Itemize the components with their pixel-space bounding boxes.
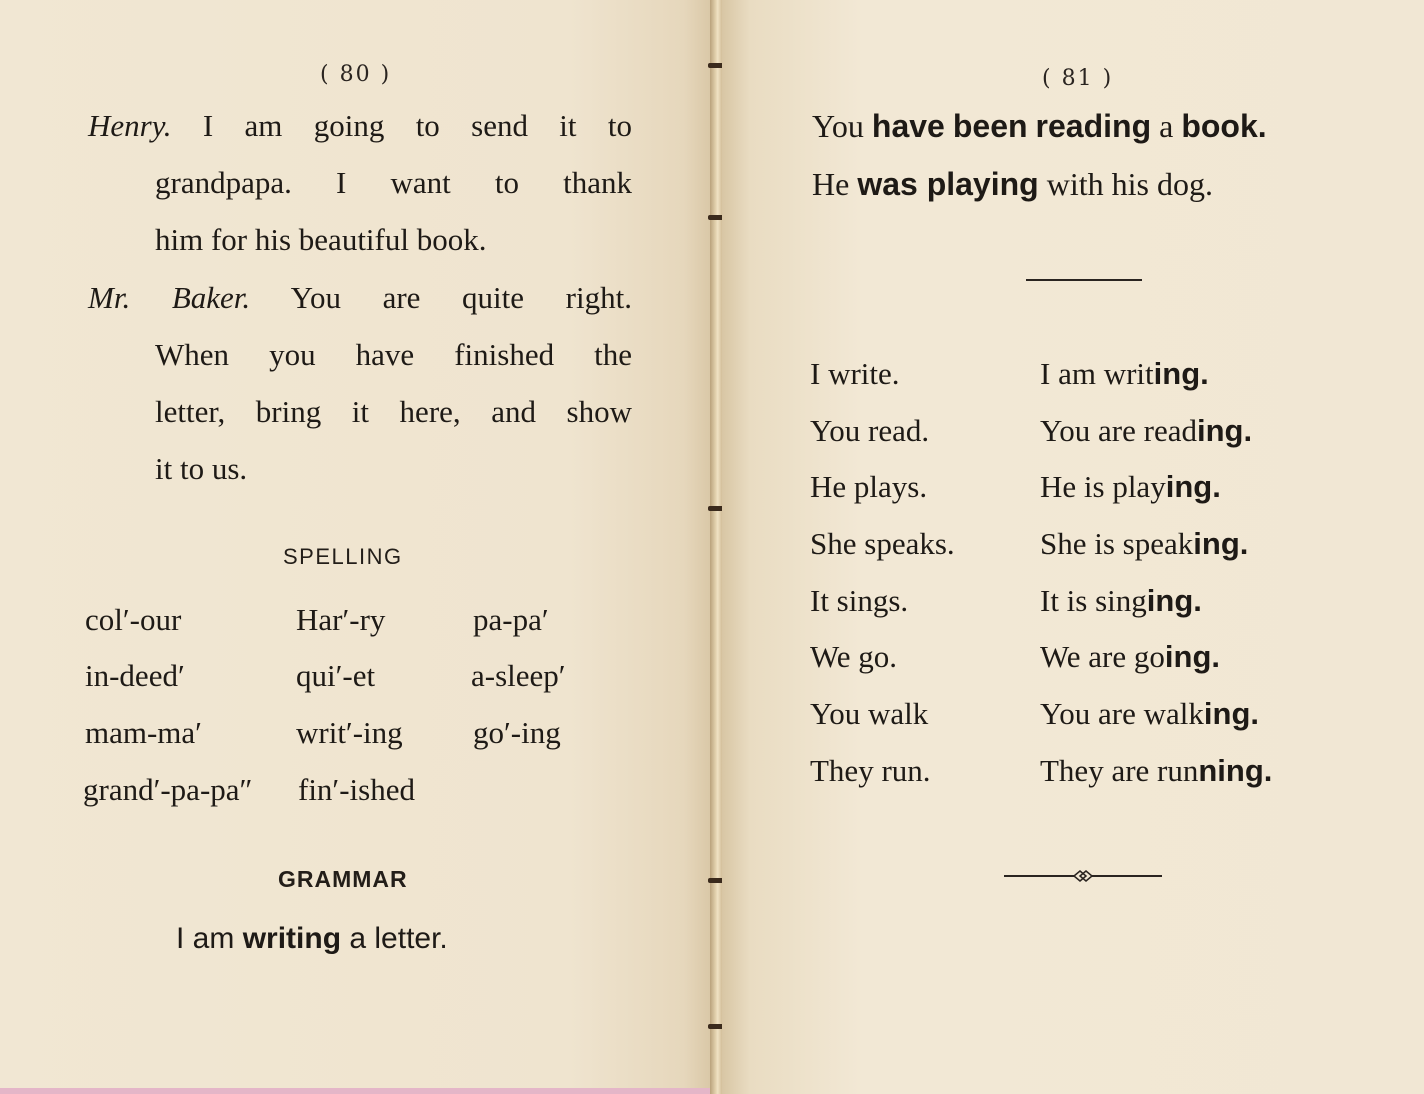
progressive-ending: ing. [1196,413,1253,448]
progressive-stem: You are read [1040,413,1197,448]
grammar-plain: I am [176,922,235,955]
spelling-word: grand′-pa-pa″ [83,772,253,807]
progressive-ending: ing. [1153,356,1209,391]
progressive-stem: It is sing [1040,583,1147,618]
spelling-word: in-deed′ [85,658,185,693]
spelling-word: qui′-et [296,658,376,693]
spelling-word: Har′-ry [296,602,386,637]
simple-form: She speaks. [810,526,955,561]
dialogue-line: letter, bring it here, and show [155,394,632,429]
spelling-word: fin′-ished [298,772,415,807]
simple-form: He plays. [810,469,928,504]
progressive-stem: They are run [1040,753,1199,788]
progressive-form [1040,753,1272,789]
speaker-henry: Henry. [88,108,172,143]
progressive-stem: He is play [1040,469,1166,504]
spelling-heading: SPELLING [283,544,403,569]
grammar-example [176,922,448,956]
page-number-left: ( 80 ) [320,62,392,87]
page-number-right: ( 81 ) [1042,66,1114,91]
progressive-form [1040,356,1209,392]
dialogue-line: him for his beautiful book. [155,222,487,257]
bold-word: book. [1181,108,1267,144]
progressive-stem: You are walk [1040,696,1204,731]
spelling-word: pa-pa′ [473,602,549,637]
plain-word: a [1159,108,1174,144]
progressive-form [1040,583,1202,619]
grammar-heading: GRAMMAR [278,866,408,892]
progressive-stem: She is speak [1040,526,1194,561]
simple-form: It sings. [810,583,909,618]
dialogue-line [88,108,632,144]
spelling-word: col′-our [85,602,182,637]
plain-word: He [812,166,850,202]
progressive-ending: ing. [1193,526,1249,561]
simple-form: I write. [810,356,900,391]
plain-word: with his dog. [1046,166,1213,202]
bold-word: was playing [857,166,1039,202]
spelling-word: go′-ing [473,715,561,750]
dialogue-line: grandpapa. I want to thank [155,165,632,200]
dialogue-text: You are quite right. [290,280,632,315]
progressive-form [1040,696,1259,732]
dialogue-text: I am going to send it to [202,108,632,143]
right-page [722,0,1424,1094]
spelling-word: a-sleep′ [471,658,566,693]
dialogue-line: it to us. [155,451,248,486]
progressive-form [1040,639,1220,675]
dialogue-line: When you have finished the [155,337,632,372]
progressive-ending: ing. [1165,469,1221,504]
simple-form: They run. [810,753,931,788]
example-sentence [812,108,1267,145]
simple-form: You read. [810,413,930,448]
bold-word: been [952,108,1028,144]
progressive-stem: We are go [1040,639,1165,674]
grammar-plain: a letter. [349,922,448,955]
section-rule [1026,279,1142,281]
simple-form: We go. [810,639,898,674]
spelling-word: writ′-ing [296,715,403,750]
progressive-form [1040,413,1252,449]
simple-form: You walk [810,696,929,731]
ornament-rule-icon [1002,866,1164,886]
example-sentence [812,166,1213,203]
bold-word: reading [1035,108,1152,144]
progressive-stem: I am writ [1040,356,1154,391]
dialogue-line [88,280,632,316]
plain-word: You [812,108,864,144]
progressive-form [1040,469,1221,505]
progressive-ending: ning. [1198,753,1273,788]
grammar-bold: writing [242,922,342,955]
page-edge [0,1088,712,1094]
progressive-ending: ing. [1164,639,1220,674]
spelling-word: mam-ma′ [85,715,202,750]
progressive-ending: ing. [1146,583,1202,618]
speaker-mr-baker: Mr. Baker. [88,280,251,315]
bold-word: have [871,108,945,144]
progressive-ending: ing. [1203,696,1259,731]
progressive-form [1040,526,1248,562]
